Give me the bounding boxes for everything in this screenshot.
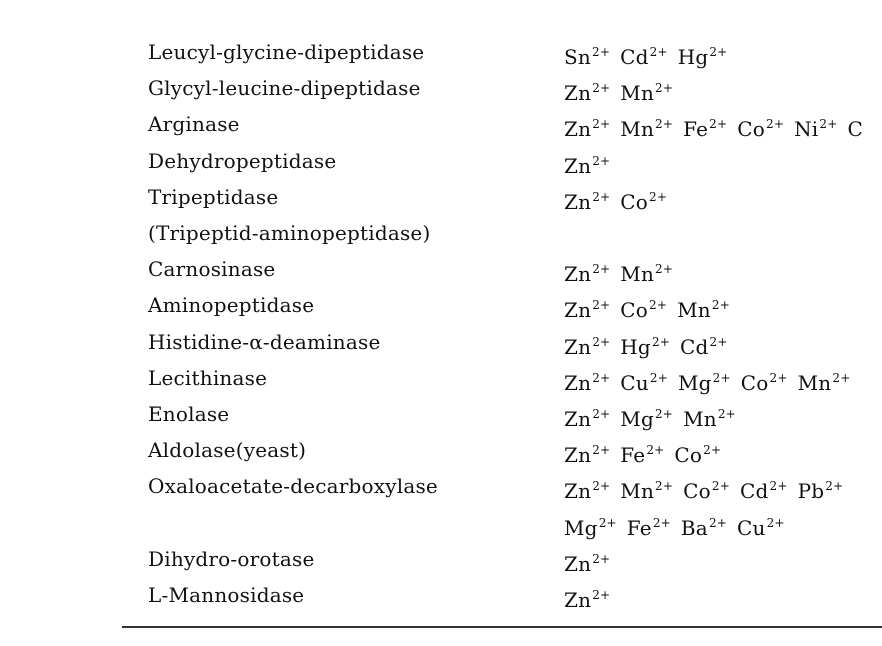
- metal-ion: [564, 34, 610, 75]
- metal-ion: [683, 106, 727, 147]
- ion-symbol: C: [847, 117, 864, 142]
- enzyme-name: Dehydropeptidase: [148, 148, 337, 173]
- table-row: [0, 432, 882, 468]
- enzyme-name: Aminopeptidase: [148, 293, 315, 318]
- ion-symbol: Zn: [564, 334, 592, 359]
- metal-ion: [627, 505, 671, 546]
- enzyme-name: Dihydro-orotase: [148, 546, 315, 571]
- ion-symbol: Mn: [677, 298, 711, 323]
- ion-symbol: Fe: [683, 117, 709, 142]
- ion-symbol: Zn: [564, 551, 592, 576]
- ion-symbol: Cu: [737, 515, 766, 540]
- ion-charge: 2+: [825, 479, 844, 494]
- ion-charge: 2+: [708, 515, 728, 530]
- metal-ion: [737, 505, 785, 546]
- ion-symbol: Zn: [564, 407, 592, 431]
- ion-charge: 2+: [591, 45, 611, 59]
- enzyme-name: Lecithinase: [148, 365, 268, 390]
- ion-symbol: Zn: [564, 117, 592, 142]
- metal-ion: [620, 396, 673, 437]
- metal-ions: [564, 34, 737, 75]
- table-row: [0, 106, 882, 142]
- ion-charge: 2+: [819, 117, 838, 132]
- table-row: [0, 215, 882, 251]
- metal-ion: [680, 324, 728, 365]
- ion-charge: 2+: [654, 407, 674, 421]
- ion-symbol: Mg: [564, 515, 598, 540]
- metal-ion: [564, 577, 610, 618]
- metal-ions: [564, 360, 860, 401]
- table-row: [0, 577, 882, 613]
- ion-symbol: Mg: [677, 370, 712, 395]
- ion-charge: 2+: [651, 334, 671, 349]
- table-row: [0, 541, 882, 577]
- ion-symbol: Zn: [564, 479, 592, 504]
- ion-symbol: Zn: [564, 189, 592, 214]
- ion-charge: 2+: [649, 298, 668, 313]
- enzyme-name: Carnosinase: [148, 257, 276, 282]
- ion-charge: 2+: [592, 370, 611, 385]
- metal-ions: [564, 577, 620, 618]
- ion-charge: 2+: [709, 117, 728, 132]
- ion-charge: 2+: [766, 515, 785, 530]
- ion-charge: 2+: [649, 370, 668, 385]
- ion-symbol: Zn: [564, 262, 592, 287]
- ion-charge: 2+: [592, 189, 611, 204]
- enzyme-name: Aldolase(yeast): [148, 438, 307, 463]
- ion-charge: 2+: [655, 262, 674, 277]
- ion-charge: 2+: [598, 515, 617, 530]
- enzyme-name: Histidine-α-deaminase: [148, 329, 381, 354]
- metal-ion: [564, 468, 610, 509]
- ion-charge: 2+: [649, 45, 668, 59]
- metal-ion: [564, 287, 610, 328]
- metal-ion: [564, 324, 610, 365]
- ion-symbol: Co: [620, 298, 649, 323]
- ion-symbol: Cd: [680, 334, 709, 359]
- metal-ions: [564, 432, 731, 473]
- ion-symbol: Ni: [794, 117, 819, 142]
- enzyme-name: (Tripeptid-aminopeptidase): [148, 221, 431, 245]
- metal-ions: [564, 251, 683, 292]
- ion-charge: 2+: [592, 479, 611, 494]
- metal-ion: [620, 360, 668, 401]
- ion-symbol: Fe: [626, 515, 652, 540]
- ion-symbol: Mn: [797, 370, 832, 395]
- ion-symbol: Mg: [620, 407, 654, 431]
- metal-ion: [620, 251, 673, 292]
- ion-symbol: Cu: [620, 370, 649, 395]
- enzyme-name: Enolase: [148, 402, 230, 426]
- ion-charge: 2+: [711, 479, 730, 494]
- metal-ion: [683, 396, 736, 437]
- ion-symbol: Co: [683, 479, 711, 504]
- table-row: [0, 251, 882, 287]
- metal-ion: [564, 70, 610, 111]
- ion-charge: 2+: [592, 443, 611, 458]
- ion-charge: 2+: [592, 262, 611, 277]
- metal-ion: [740, 468, 788, 509]
- metal-ion: [620, 34, 668, 75]
- ion-symbol: Zn: [564, 443, 592, 468]
- ion-symbol: Mn: [620, 117, 655, 142]
- ion-charge: 2+: [655, 117, 674, 132]
- metal-ions: [564, 179, 677, 220]
- ion-charge: 2+: [769, 370, 788, 385]
- metal-ions: [564, 287, 740, 328]
- ion-symbol: Hg: [677, 45, 709, 69]
- metal-ion: [798, 468, 844, 509]
- ion-charge: 2+: [592, 551, 611, 566]
- ion-symbol: Zn: [564, 153, 592, 178]
- ion-charge: 2+: [649, 189, 668, 204]
- metal-ion: [681, 505, 727, 546]
- ion-charge: 2+: [655, 81, 674, 96]
- metal-ions: [564, 106, 874, 147]
- metal-ions: [564, 324, 738, 365]
- metal-ion: [620, 432, 664, 473]
- ion-symbol: Zn: [564, 298, 592, 323]
- ion-symbol: Mn: [620, 81, 655, 106]
- table-row: [0, 505, 882, 541]
- enzyme-name: Arginase: [148, 112, 240, 137]
- ion-charge: 2+: [592, 81, 611, 96]
- ion-charge: 2+: [703, 443, 722, 458]
- ion-charge: 2+: [646, 443, 665, 458]
- ion-charge: 2+: [655, 479, 674, 494]
- ion-symbol: Cd: [739, 479, 769, 504]
- enzyme-name: Leucyl-glycine-dipeptidase: [148, 40, 425, 64]
- metal-ion: [564, 179, 610, 220]
- table-bottom-rule: [122, 626, 882, 628]
- metal-ion: [620, 106, 673, 147]
- metal-ion: [564, 251, 610, 292]
- table-row: [0, 179, 882, 215]
- ion-charge: 2+: [717, 407, 736, 421]
- metal-ion: [620, 287, 667, 328]
- metal-ion: [794, 106, 837, 147]
- metal-ion: [741, 360, 788, 401]
- ion-symbol: Co: [737, 117, 766, 142]
- metal-ions: [564, 468, 853, 509]
- ion-charge: 2+: [592, 334, 611, 349]
- ion-symbol: Co: [674, 443, 703, 468]
- metal-ion: [564, 143, 610, 184]
- ion-symbol: Pb: [797, 479, 825, 504]
- ion-charge: 2+: [592, 298, 611, 313]
- table-row: [0, 70, 882, 106]
- metal-ion: [798, 360, 851, 401]
- metal-ion: [683, 468, 730, 509]
- metal-ions: [564, 143, 620, 184]
- ion-charge: 2+: [592, 117, 611, 132]
- metal-ion: [677, 287, 730, 328]
- enzyme-name: Oxaloacetate-decarboxylase: [148, 474, 438, 499]
- ion-charge: 2+: [711, 298, 730, 313]
- ion-symbol: Cd: [620, 45, 649, 69]
- metal-ion: [620, 179, 667, 220]
- table-row: [0, 468, 882, 504]
- ion-symbol: Zn: [564, 370, 592, 395]
- metal-ions: [564, 396, 746, 437]
- metal-ion: [620, 468, 673, 509]
- ion-charge: 2+: [592, 588, 611, 602]
- enzyme-name: Glycyl-leucine-dipeptidase: [148, 76, 421, 101]
- ion-symbol: Zn: [564, 81, 592, 106]
- ion-charge: 2+: [592, 153, 611, 168]
- metal-ions: [564, 505, 795, 546]
- ion-charge: 2+: [709, 334, 728, 349]
- ion-symbol: Co: [620, 189, 649, 214]
- metal-ion: [620, 70, 673, 111]
- ion-symbol: Zn: [564, 588, 592, 612]
- metal-ion: [564, 360, 610, 401]
- metal-ion: [564, 432, 610, 473]
- ion-charge: 2+: [709, 45, 728, 59]
- ion-symbol: Sn: [564, 45, 591, 69]
- ion-symbol: Ba: [680, 515, 708, 540]
- enzyme-name: L-Mannosidase: [148, 583, 305, 607]
- metal-ion: [564, 396, 610, 437]
- metal-ion: [620, 324, 670, 365]
- table-row: [0, 396, 882, 432]
- metal-ion: [737, 106, 784, 147]
- table-row: [0, 34, 882, 70]
- metal-ion: [678, 34, 728, 75]
- ion-charge: 2+: [769, 479, 788, 494]
- metal-ion: [564, 541, 610, 582]
- ion-symbol: Mn: [683, 407, 717, 431]
- metal-ion: [848, 106, 865, 147]
- ion-symbol: Mn: [620, 479, 655, 504]
- ion-symbol: Mn: [620, 262, 655, 287]
- metal-ion: [678, 360, 731, 401]
- metal-ions: [564, 70, 683, 111]
- enzyme-name: Tripeptidase: [148, 184, 279, 209]
- ion-charge: 2+: [592, 407, 611, 421]
- ion-symbol: Hg: [620, 334, 651, 359]
- table-row: [0, 324, 882, 360]
- metal-ion: [674, 432, 721, 473]
- metal-ion: [564, 106, 610, 147]
- ion-symbol: Fe: [620, 443, 646, 468]
- metal-ion: [564, 505, 617, 546]
- table-row: [0, 287, 882, 323]
- ion-charge: 2+: [832, 370, 851, 385]
- table-row: [0, 360, 882, 396]
- ion-charge: 2+: [652, 515, 671, 530]
- ion-charge: 2+: [712, 370, 731, 385]
- ion-symbol: Co: [740, 370, 769, 395]
- ion-charge: 2+: [766, 117, 785, 132]
- metal-ions: [564, 541, 620, 582]
- table-row: [0, 143, 882, 179]
